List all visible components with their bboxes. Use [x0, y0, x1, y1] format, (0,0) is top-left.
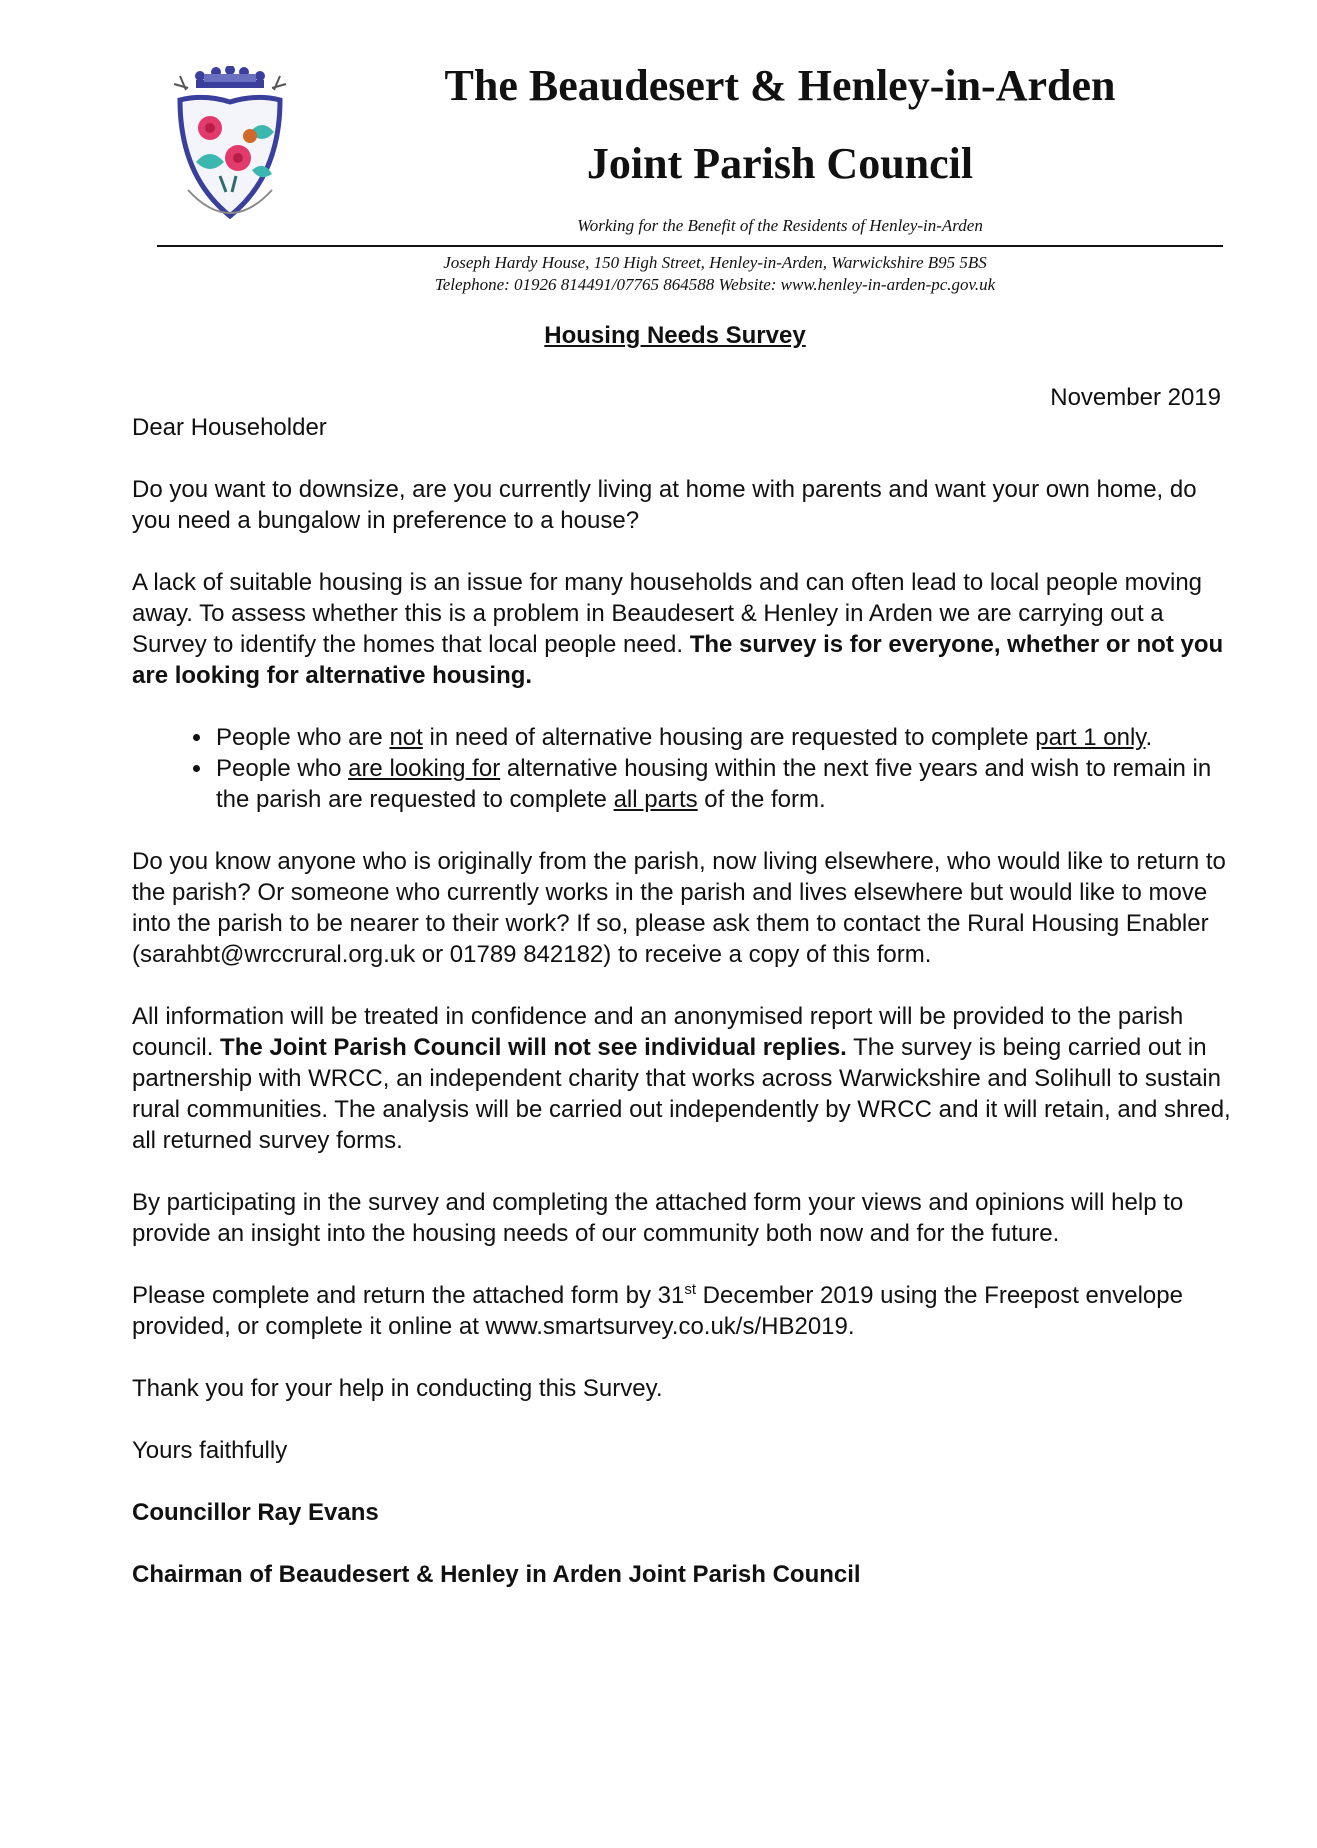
paragraph-6-ordinal: st: [684, 1281, 696, 1298]
paragraph-2: [132, 567, 1232, 691]
bullet-1-underline-1: not: [389, 724, 423, 751]
bullet-2-text-a: People who: [216, 755, 349, 782]
paragraph-5: By participating in the survey and completing the attached form your views and opinions will help to provide an insight into the housing needs of our community both now and for the future.: [132, 1189, 1184, 1247]
council-name-line-2: Joint Parish Council: [586, 139, 974, 188]
paragraph-2-bold: The survey is for everyone, whether or not you are looking for alternative housing.: [132, 631, 1224, 689]
signatory-title: Chairman of Beaudesert & Henley in Arden Joint Parish Council: [132, 1561, 861, 1588]
closing: Yours faithfully: [132, 1437, 288, 1464]
bullet-2-text-b: alternative housing within the next five years and wish to remain in the parish are requested to complete: [216, 755, 1212, 813]
paragraph-6-text-a: Please complete and return the attached form by 31: [132, 1282, 685, 1309]
paragraph-1: Do you want to downsize, are you currently living at home with parents and want your own home, do you need a bungalow in preference to a house?: [132, 476, 1197, 534]
paragraph-4-text-b: The survey is being carried out in partnership with WRCC, an independent charity that works across Warwickshire and Solihull to sustain rural communities. The analysis will be carried out independently by WRCC and it will retain, and shred, all returned survey forms.: [132, 1034, 1231, 1154]
paragraph-6: [132, 1280, 1232, 1342]
bullet-1-text-c: .: [1145, 724, 1153, 751]
paragraph-4-text-a: All information will be treated in confidence and an anonymised report will be provided to the parish council.: [132, 1003, 1184, 1061]
header-divider: [157, 245, 1223, 247]
list-item: [214, 753, 1232, 815]
parish-crest-logo: [166, 66, 294, 232]
letter-body: [132, 412, 1232, 1621]
signatory-name: Councillor Ray Evans: [132, 1499, 379, 1526]
council-address: Joseph Hardy House, 150 High Street, Henley-in-Arden, Warwickshire B95 5BS: [443, 253, 987, 272]
bullet-1-underline-2: part 1 only: [1035, 724, 1146, 751]
paragraph-6-text-b: December 2019 using the Freepost envelope provided, or complete it online at www.smartsurvey.co.uk/s/HB2019.: [132, 1282, 1183, 1340]
bullet-2-underline-2: all parts: [613, 786, 698, 813]
paragraph-2-text: A lack of suitable housing is an issue for many households and can often lead to local people moving away. To assess whether this is a problem in Beaudesert & Henley in Arden we are carrying out a Survey to identify the homes that local people need.: [132, 569, 1203, 658]
bullet-2-text-c: of the form.: [697, 786, 826, 813]
paragraph-4-bold: The Joint Parish Council will not see individual replies.: [220, 1034, 847, 1061]
bullet-1-text-b: in need of alternative housing are requested to complete: [422, 724, 1036, 751]
bullet-1-text-a: People who are: [216, 724, 390, 751]
council-contact: Telephone: 01926 814491/07765 864588 Website: www.henley-in-arden-pc.gov.uk: [434, 275, 996, 294]
bullet-2-underline-1: are looking for: [348, 755, 501, 782]
paragraph-7: Thank you for your help in conducting this Survey.: [132, 1375, 663, 1402]
paragraph-3: Do you know anyone who is originally from the parish, now living elsewhere, who would like to return to the parish? Or someone who currently works in the parish and lives elsewhere but would like to move into the parish to be nearer to their work? If so, please ask them to contact the Rural Housing Enabler (sarahbt@wrccrural.org.uk or 01789 842182) to receive a copy of this form.: [132, 848, 1226, 968]
salutation: Dear Householder: [132, 414, 327, 441]
council-motto: Working for the Benefit of the Residents of Henley-in-Arden: [577, 216, 983, 235]
letter-date: November 2019: [1050, 384, 1221, 411]
council-name-line-1: The Beaudesert & Henley-in-Arden: [444, 61, 1116, 110]
letter-heading: Housing Needs Survey: [544, 322, 806, 349]
paragraph-4: [132, 1001, 1232, 1156]
instruction-list: [132, 722, 1232, 815]
list-item: [214, 722, 1232, 753]
